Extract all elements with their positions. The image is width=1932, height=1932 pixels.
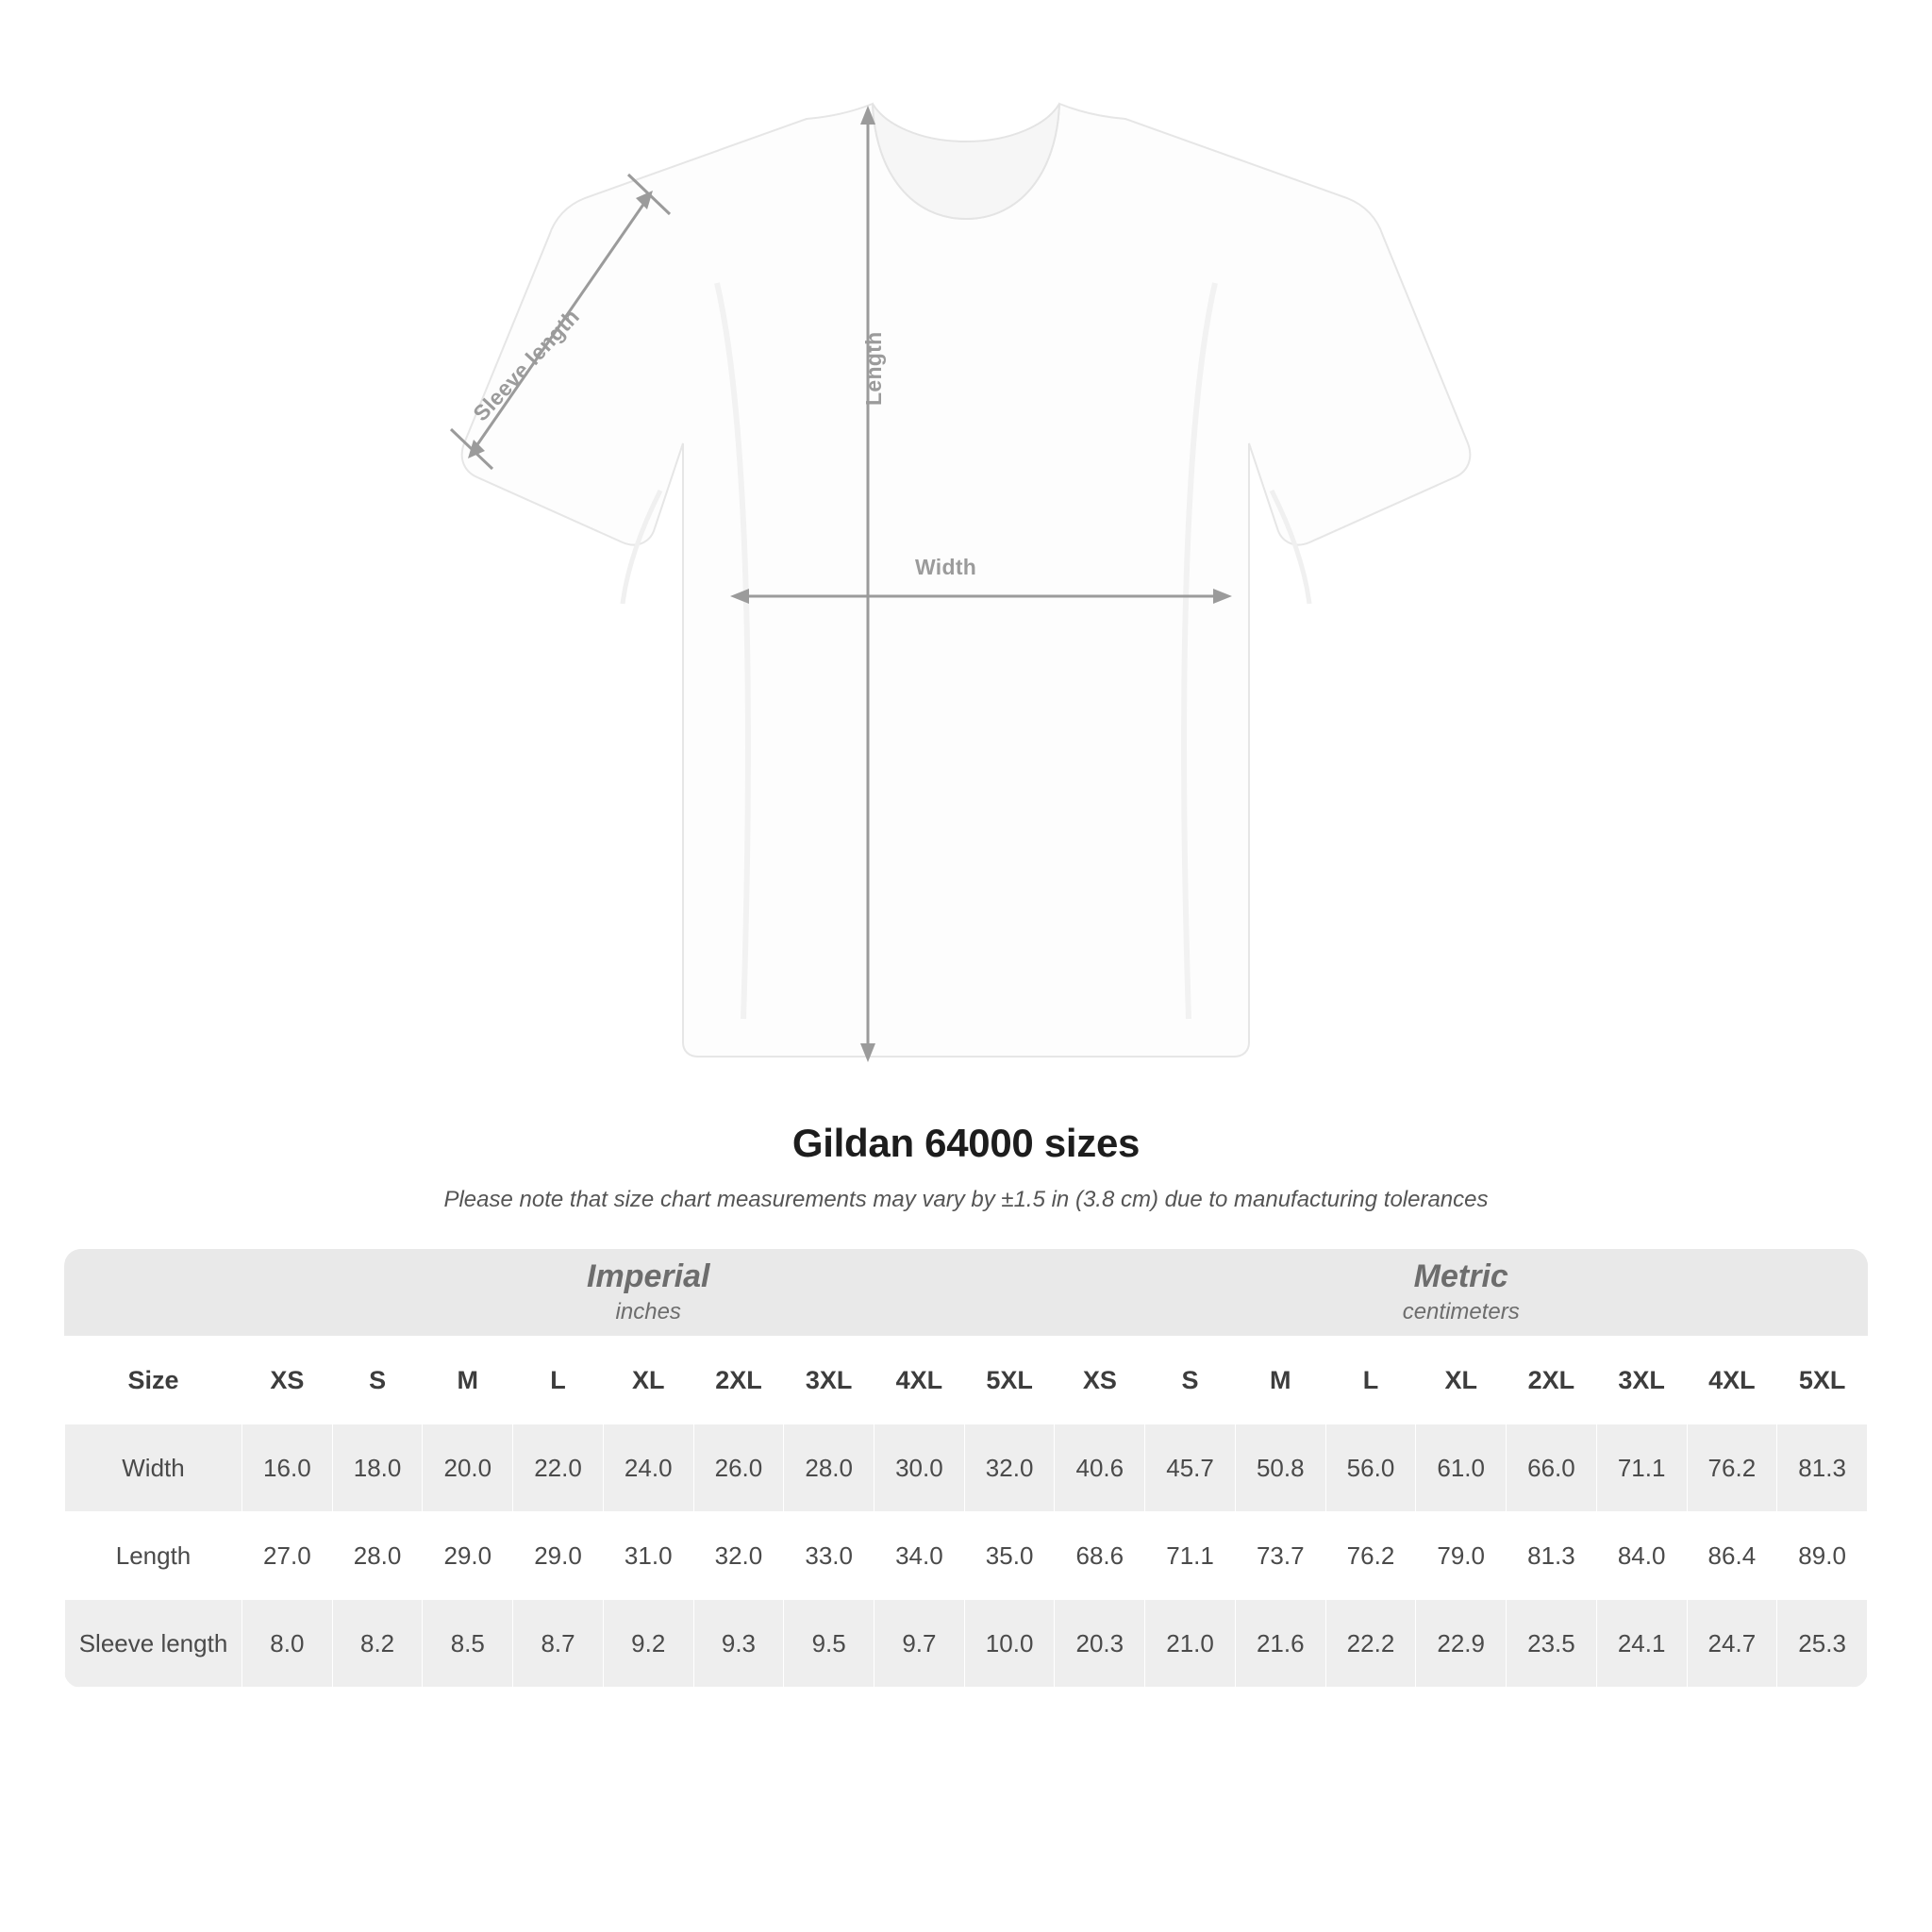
size-table-wrapper <box>64 1249 1868 1688</box>
size-column-header: 2XL <box>1507 1337 1597 1424</box>
size-column-header: 5XL <box>964 1337 1055 1424</box>
measurement-cell: 9.3 <box>693 1600 784 1688</box>
measurement-cell: 32.0 <box>693 1512 784 1600</box>
size-column-header: S <box>1145 1337 1236 1424</box>
size-column-header: 3XL <box>1596 1337 1687 1424</box>
measurement-cell: 61.0 <box>1416 1424 1507 1512</box>
measurement-cell: 32.0 <box>964 1424 1055 1512</box>
size-column-header: 2XL <box>693 1337 784 1424</box>
measurement-cell: 30.0 <box>874 1424 965 1512</box>
measurement-cell: 25.3 <box>1777 1600 1868 1688</box>
measurement-cell: 68.6 <box>1055 1512 1145 1600</box>
table-row <box>65 1424 1868 1512</box>
title-block <box>0 1121 1932 1213</box>
measurement-cell: 24.1 <box>1596 1600 1687 1688</box>
measurement-cell: 28.0 <box>332 1512 423 1600</box>
measurement-cell: 71.1 <box>1596 1424 1687 1512</box>
measurement-cell: 22.2 <box>1325 1600 1416 1688</box>
size-header-row <box>65 1337 1868 1424</box>
measurement-row-label: Width <box>65 1424 242 1512</box>
table-corner-cell <box>65 1249 242 1337</box>
measurement-cell: 9.2 <box>603 1600 693 1688</box>
measurement-cell: 50.8 <box>1235 1424 1325 1512</box>
unit-group-name: Imperial <box>587 1257 710 1294</box>
sleeve-length-dimension-label: Sleeve length <box>468 304 585 426</box>
measurement-cell: 20.0 <box>423 1424 513 1512</box>
unit-group-sub: inches <box>615 1299 681 1325</box>
table-row <box>65 1600 1868 1688</box>
measurement-cell: 23.5 <box>1507 1600 1597 1688</box>
measurement-cell: 9.5 <box>784 1600 874 1688</box>
unit-group-sub: centimeters <box>1402 1299 1520 1325</box>
size-column-header: L <box>513 1337 604 1424</box>
measurement-cell: 81.3 <box>1777 1424 1868 1512</box>
measurement-cell: 8.5 <box>423 1600 513 1688</box>
measurement-cell: 8.2 <box>332 1600 423 1688</box>
tolerance-note: Please note that size chart measurements may vary by ±1.5 in (3.8 cm) due to manufacturing tolerances <box>443 1187 1489 1212</box>
measurement-cell: 79.0 <box>1416 1512 1507 1600</box>
measurement-cell: 34.0 <box>874 1512 965 1600</box>
size-column-header: L <box>1325 1337 1416 1424</box>
table-row <box>65 1512 1868 1600</box>
measurement-cell: 76.2 <box>1687 1424 1777 1512</box>
unit-group-header <box>1055 1249 1868 1337</box>
measurement-cell: 24.0 <box>603 1424 693 1512</box>
size-column-header: XS <box>1055 1337 1145 1424</box>
measurement-row-label: Sleeve length <box>65 1600 242 1688</box>
measurement-cell: 21.6 <box>1235 1600 1325 1688</box>
measurement-cell: 76.2 <box>1325 1512 1416 1600</box>
measurement-cell: 8.0 <box>242 1600 333 1688</box>
measurement-cell: 21.0 <box>1145 1600 1236 1688</box>
measurement-cell: 18.0 <box>332 1424 423 1512</box>
measurement-cell: 66.0 <box>1507 1424 1597 1512</box>
size-column-header: 5XL <box>1777 1337 1868 1424</box>
measurement-cell: 24.7 <box>1687 1600 1777 1688</box>
unit-group-header <box>242 1249 1055 1337</box>
measurement-cell: 84.0 <box>1596 1512 1687 1600</box>
measurement-row-label: Length <box>65 1512 242 1600</box>
size-column-header: 3XL <box>784 1337 874 1424</box>
measurement-cell: 10.0 <box>964 1600 1055 1688</box>
measurement-cell: 89.0 <box>1777 1512 1868 1600</box>
measurement-cell: 22.9 <box>1416 1600 1507 1688</box>
page-title: Gildan 64000 sizes <box>791 1121 1141 1165</box>
measurement-cell: 27.0 <box>242 1512 333 1600</box>
measurement-cell: 22.0 <box>513 1424 604 1512</box>
unit-header-row <box>65 1249 1868 1337</box>
length-dimension-label: Length <box>861 331 886 406</box>
measurement-cell: 86.4 <box>1687 1512 1777 1600</box>
measurement-cell: 9.7 <box>874 1600 965 1688</box>
measurement-cell: 73.7 <box>1235 1512 1325 1600</box>
measurement-cell: 29.0 <box>513 1512 604 1600</box>
measurement-cell: 35.0 <box>964 1512 1055 1600</box>
measurement-cell: 33.0 <box>784 1512 874 1600</box>
measurement-cell: 56.0 <box>1325 1424 1416 1512</box>
size-table <box>64 1249 1868 1688</box>
measurement-cell: 71.1 <box>1145 1512 1236 1600</box>
size-column-header: XS <box>242 1337 333 1424</box>
size-column-header: 4XL <box>1687 1337 1777 1424</box>
measurement-cell: 28.0 <box>784 1424 874 1512</box>
measurement-cell: 45.7 <box>1145 1424 1236 1512</box>
measurement-cell: 20.3 <box>1055 1600 1145 1688</box>
measurement-cell: 40.6 <box>1055 1424 1145 1512</box>
width-dimension-label: Width <box>915 555 977 579</box>
measurement-cell: 31.0 <box>603 1512 693 1600</box>
measurement-cell: 26.0 <box>693 1424 784 1512</box>
measurement-cell: 8.7 <box>513 1600 604 1688</box>
measurement-cell: 29.0 <box>423 1512 513 1600</box>
size-column-header: 4XL <box>874 1337 965 1424</box>
measurement-cell: 16.0 <box>242 1424 333 1512</box>
size-column-header: XL <box>1416 1337 1507 1424</box>
measurement-cell: 81.3 <box>1507 1512 1597 1600</box>
size-column-header: S <box>332 1337 423 1424</box>
size-column-header: M <box>423 1337 513 1424</box>
unit-group-name: Metric <box>1413 1257 1508 1294</box>
size-column-header: M <box>1235 1337 1325 1424</box>
size-row-label: Size <box>65 1337 242 1424</box>
size-column-header: XL <box>603 1337 693 1424</box>
